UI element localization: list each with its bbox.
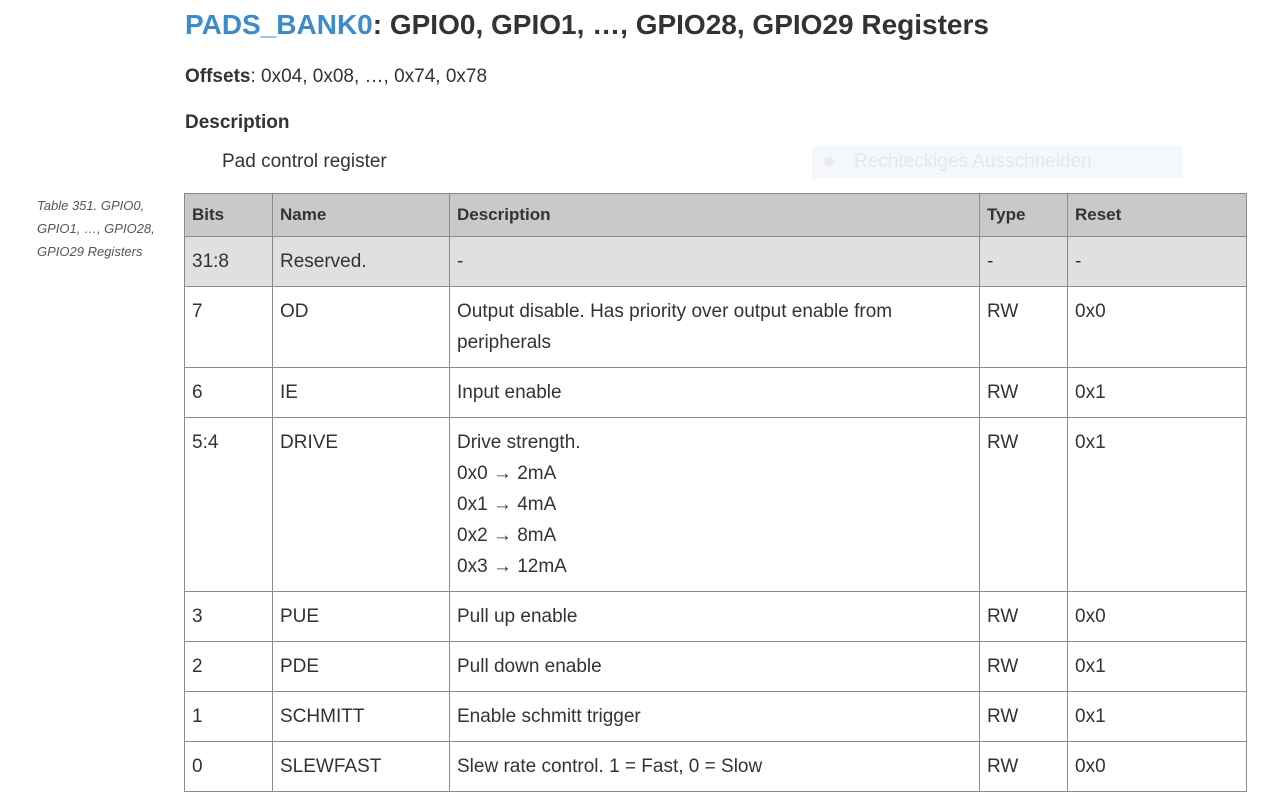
cell-type: RW [980, 368, 1068, 418]
description-line: Output disable. Has priority over output enable from [457, 301, 893, 322]
description-line: Enable schmitt trigger [457, 706, 641, 727]
snip-mode-label: Rechteckiges Ausschneiden [854, 151, 1092, 172]
caption-line: GPIO29 Registers [37, 244, 143, 259]
cell-type: RW [980, 692, 1068, 742]
offsets-label: Offsets [185, 66, 251, 87]
cell-name: DRIVE [273, 418, 450, 592]
table-row [185, 742, 1247, 792]
table-header-row [185, 194, 1247, 237]
table-row [185, 287, 1247, 368]
description-line: peripherals [457, 332, 551, 353]
header-bits: Bits [185, 194, 273, 237]
caption-line: Table 351. GPIO0, [37, 198, 145, 213]
table-row [185, 368, 1247, 418]
cell-type: RW [980, 642, 1068, 692]
description-line: Input enable [457, 382, 562, 403]
cell-reset: 0x1 [1068, 418, 1247, 592]
cell-description [450, 368, 980, 418]
cell-reset: 0x0 [1068, 742, 1247, 792]
description-line: Pull up enable [457, 606, 578, 627]
table-row [185, 418, 1247, 592]
page-title-text: : GPIO0, GPIO1, …, GPIO28, GPIO29 Registers [372, 9, 989, 40]
cell-description [450, 418, 980, 592]
description-line: Drive strength. [457, 432, 581, 453]
table-row [185, 692, 1247, 742]
cell-type: RW [980, 418, 1068, 592]
cell-description [450, 237, 980, 287]
cell-bits: 7 [185, 287, 273, 368]
cell-reset: 0x1 [1068, 368, 1247, 418]
description-line: Pull down enable [457, 656, 602, 677]
cell-description [450, 642, 980, 692]
cell-reset: 0x1 [1068, 642, 1247, 692]
header-type: Type [980, 194, 1068, 237]
record-dot-icon [824, 157, 834, 167]
description-line: Slew rate control. 1 = Fast, 0 = Slow [457, 756, 763, 777]
cell-bits: 0 [185, 742, 273, 792]
header-reset: Reset [1068, 194, 1247, 237]
cell-description [450, 592, 980, 642]
caption-line: GPIO1, …, GPIO28, [37, 221, 155, 236]
pads-bank0-link[interactable]: PADS_BANK0 [185, 9, 373, 40]
cell-name: OD [273, 287, 450, 368]
cell-bits: 31:8 [185, 237, 273, 287]
description-line: 0x0 → 2mA [457, 463, 557, 484]
offsets-value: : 0x04, 0x08, …, 0x74, 0x78 [250, 66, 488, 87]
table-row [185, 592, 1247, 642]
cell-name: SCHMITT [273, 692, 450, 742]
register-table [184, 193, 1247, 792]
cell-type: - [980, 237, 1068, 287]
header-description: Description [450, 194, 980, 237]
page-title [185, 8, 989, 42]
cell-type: RW [980, 287, 1068, 368]
cell-bits: 5:4 [185, 418, 273, 592]
description-line: 0x1 → 4mA [457, 494, 557, 515]
table-row [185, 237, 1247, 287]
cell-bits: 6 [185, 368, 273, 418]
cell-description [450, 287, 980, 368]
cell-reset: 0x0 [1068, 287, 1247, 368]
cell-name: PDE [273, 642, 450, 692]
table-body [185, 237, 1247, 792]
offsets-line [185, 65, 487, 89]
cell-name: PUE [273, 592, 450, 642]
cell-reset: 0x0 [1068, 592, 1247, 642]
cell-bits: 2 [185, 642, 273, 692]
cell-name: Reserved. [273, 237, 450, 287]
cell-description [450, 692, 980, 742]
cell-reset: 0x1 [1068, 692, 1247, 742]
cell-type: RW [980, 742, 1068, 792]
cell-name: IE [273, 368, 450, 418]
description-line: 0x2 → 8mA [457, 525, 557, 546]
header-name: Name [273, 194, 450, 237]
table-caption [37, 194, 155, 263]
cell-bits: 3 [185, 592, 273, 642]
description-line: - [457, 251, 464, 272]
description-line: 0x3 → 12mA [457, 556, 567, 577]
cell-reset: - [1068, 237, 1247, 287]
description-text: Pad control register [222, 151, 387, 172]
cell-name: SLEWFAST [273, 742, 450, 792]
description-heading: Description [185, 112, 290, 133]
cell-type: RW [980, 592, 1068, 642]
table-row [185, 642, 1247, 692]
cell-bits: 1 [185, 692, 273, 742]
cell-description [450, 742, 980, 792]
